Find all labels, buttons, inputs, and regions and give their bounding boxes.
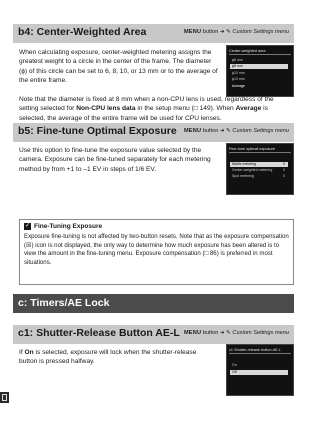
section-title: c: Timers/AE Lock — [18, 297, 110, 309]
section-header-b5 — [13, 123, 294, 142]
screen-option: ϕ10 mm — [232, 71, 245, 75]
menu-path — [184, 128, 289, 134]
option-label: Center-weighted metering — [232, 168, 273, 172]
pencil-icon: ✎ — [226, 330, 231, 336]
c1-description — [19, 348, 204, 367]
screen-option: ϕ13 mm — [232, 77, 245, 81]
b5-camera-screen — [226, 143, 294, 195]
menu-target: Custom Settings menu — [232, 330, 289, 336]
section-title: b5: Fine-tune Optimal Exposure — [18, 125, 177, 137]
screen-option: ϕ6 mm — [232, 58, 243, 62]
text-run: is selected, exposure will lock when the shutter-release button is pressed halfway. — [19, 349, 197, 366]
screen-title: c1 Shutter-release button AE-L — [229, 347, 291, 354]
text-run: is selected, the average of the entire frame will be used for CPU lenses. — [19, 105, 268, 122]
note-text: Exposure fine-tuning is not affected by two-button resets. Note that as the exposure compensation (☒) icon is not displayed, the only way to determine how much exposure has been altered is to view the amount in the fine-tuning menu. Exposure compensation (□ 86) is preferred in most situations. — [24, 233, 289, 266]
arrow-icon: ➜ — [219, 330, 225, 336]
menu-button-label: MENU — [183, 330, 202, 336]
note-title: Fine-Tuning Exposure — [34, 223, 103, 230]
option-label: Spot metering — [232, 174, 254, 178]
screen-option — [230, 168, 288, 173]
text-run-bold: Average — [235, 105, 262, 113]
menu-path — [184, 29, 289, 35]
pencil-icon: ✎ — [226, 29, 231, 35]
text-run: Note that the diameter is fixed at 8 mm when a non-CPU lens is used, regardless of the setting selected for — [19, 96, 274, 113]
screen-option: On — [232, 363, 237, 367]
pencil-icon: ✎ — [226, 128, 231, 134]
b4-note-paragraph — [19, 95, 291, 123]
section-title: b4: Center-Weighted Area — [18, 26, 147, 38]
text-run-bold: Non-CPU lens data — [76, 105, 136, 113]
text-run: If — [19, 349, 25, 356]
option-value: 0 — [283, 174, 285, 178]
option-value: 0 — [283, 168, 285, 172]
button-word: button — [202, 128, 219, 134]
section-header-c1 — [13, 325, 294, 344]
screen-option — [230, 162, 288, 167]
b5-description: Use this option to fine-tune the exposure value selected by the camera. Exposure can be fine-tuned separately for each metering method by from +1 to –1 EV in steps of 1/6 EV. — [19, 147, 211, 173]
section-header-c — [13, 294, 294, 313]
menu-list-icon — [2, 394, 7, 401]
text-run: in the setup menu (□ 149). When — [135, 105, 236, 113]
arrow-icon: ➜ — [219, 29, 225, 35]
menu-button-label: MENU — [183, 128, 202, 134]
fine-tuning-note — [19, 219, 294, 285]
screen-title: Fine-tune optimal exposure — [229, 146, 291, 153]
b4-description: When calculating exposure, center-weighted metering assigns the greatest weight to a circle in the center of the frame. The diameter (ϕ) of this circle can be set to 6, 8, 10, or 13 mm or to the average of the entire frame. — [19, 49, 218, 85]
arrow-icon: ➜ — [219, 128, 225, 134]
screen-option — [230, 174, 288, 179]
screen-option: Off — [230, 370, 288, 375]
menu-target: Custom Settings menu — [232, 128, 289, 134]
option-label: Matrix metering — [232, 162, 257, 166]
b4-camera-screen — [226, 45, 294, 97]
chapter-tab — [0, 392, 9, 403]
button-word: button — [202, 330, 219, 336]
checkmark-icon: ✓ — [24, 223, 31, 229]
menu-button-label: MENU — [183, 29, 202, 35]
c1-camera-screen — [226, 344, 294, 396]
screen-title: Center-weighted area — [229, 48, 291, 55]
screen-option: Average — [232, 84, 245, 88]
menu-path — [184, 330, 289, 336]
section-header-b4 — [13, 24, 294, 43]
button-word: button — [202, 29, 219, 35]
menu-target: Custom Settings menu — [232, 29, 289, 35]
text-run-bold: On — [24, 349, 34, 356]
screen-option: ϕ8 mm — [230, 64, 288, 69]
option-value: 0 — [283, 162, 285, 166]
section-title: c1: Shutter-Release Button AE-L — [18, 327, 180, 339]
